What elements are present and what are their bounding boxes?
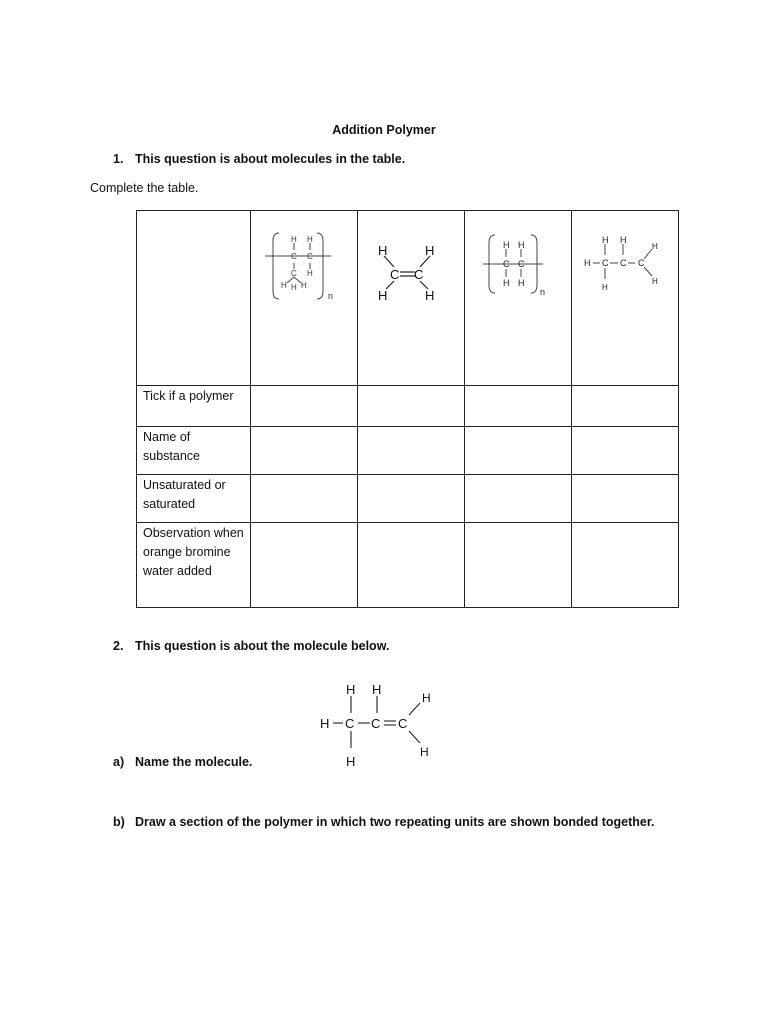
row-label-name: Name of substance: [137, 427, 251, 475]
struct3-c1: C: [503, 259, 510, 269]
question-2b-text: Draw a section of the polymer in which two repeating units are shown bonded together.: [135, 815, 655, 829]
struct1-h2: H: [307, 235, 313, 244]
struct2-c2: C: [414, 267, 424, 282]
answer-cell[interactable]: [251, 386, 358, 427]
question-1-text: This question is about molecules in the table.: [135, 152, 406, 166]
molecule-table: [136, 210, 679, 608]
struct1-h6: H: [301, 281, 307, 290]
table-row: [137, 523, 679, 608]
q2-c1: C: [345, 716, 355, 731]
struct1-n: n: [328, 291, 334, 301]
struct3-h1: H: [503, 240, 510, 250]
struct4-h2: H: [620, 235, 627, 245]
question-2-text: This question is about the molecule below.: [135, 639, 390, 653]
table-row: [137, 475, 679, 523]
struct3-h3: H: [503, 278, 510, 288]
question-2a-text: Name the molecule.: [135, 755, 253, 769]
question-2b-letter: b): [113, 815, 125, 829]
struct1-h5: H: [291, 283, 297, 292]
row-label-saturation: Unsaturated or saturated: [137, 475, 251, 523]
struct3-h2: H: [518, 240, 525, 250]
q2-c3: C: [398, 716, 408, 731]
struct2-c1: C: [390, 267, 400, 282]
answer-cell[interactable]: [465, 386, 572, 427]
page-title: Addition Polymer: [332, 123, 436, 137]
struct4-c1: C: [602, 258, 609, 268]
structure-1-diagram: [251, 211, 357, 311]
answer-cell[interactable]: [465, 427, 572, 475]
struct4-h3: H: [652, 242, 658, 251]
question-2: [113, 639, 389, 653]
struct3-h4: H: [518, 278, 525, 288]
instruction-text: Complete the table.: [90, 181, 199, 195]
answer-cell[interactable]: [358, 386, 465, 427]
answer-cell[interactable]: [358, 475, 465, 523]
struct3-c2: C: [518, 259, 525, 269]
answer-cell[interactable]: [251, 427, 358, 475]
table-row: [137, 386, 679, 427]
struct2-h1: H: [378, 243, 388, 258]
struct3-n: n: [540, 287, 546, 297]
q2-h2: H: [372, 682, 382, 697]
structure-2-diagram: [358, 211, 464, 311]
struct4-c2: C: [620, 258, 627, 268]
structure-cell-1: [251, 211, 358, 386]
question-1: [113, 152, 405, 166]
struct4-c3: C: [638, 258, 645, 268]
answer-cell[interactable]: [251, 475, 358, 523]
q2-h6: H: [346, 754, 356, 769]
question-2a-letter: a): [113, 755, 125, 769]
structure-3-diagram: [465, 211, 571, 311]
answer-cell[interactable]: [358, 523, 465, 608]
answer-cell[interactable]: [465, 523, 572, 608]
structure-cell-4: [572, 211, 679, 386]
struct1-h4: H: [281, 281, 287, 290]
structure-4-diagram: [572, 211, 678, 311]
row-label-polymer: Tick if a polymer: [137, 386, 251, 427]
struct1-h3: H: [307, 269, 313, 278]
struct1-c2: C: [307, 252, 313, 261]
structure-cell-3: [465, 211, 572, 386]
struct2-h3: H: [378, 288, 388, 303]
q2-h1: H: [346, 682, 356, 697]
answer-cell[interactable]: [251, 523, 358, 608]
struct1-c3: C: [291, 269, 297, 278]
q2-c2: C: [371, 716, 381, 731]
struct4-h4: H: [584, 258, 591, 268]
answer-cell[interactable]: [358, 427, 465, 475]
struct4-h5: H: [652, 277, 658, 286]
structure-row: [137, 211, 679, 386]
q2-h5: H: [420, 745, 429, 759]
struct1-c1: C: [291, 252, 297, 261]
question-2-number: 2.: [113, 639, 124, 653]
struct4-h6: H: [602, 283, 608, 292]
question-2a: [113, 755, 252, 769]
row-label-observation: Observation when orange bromine water added: [137, 523, 251, 608]
question-2-molecule-diagram: [310, 676, 450, 776]
answer-cell[interactable]: [572, 427, 679, 475]
answer-cell[interactable]: [572, 475, 679, 523]
answer-cell[interactable]: [572, 386, 679, 427]
struct4-h1: H: [602, 235, 609, 245]
struct2-h2: H: [425, 243, 435, 258]
question-2b: [113, 815, 655, 829]
structure-cell-2: [358, 211, 465, 386]
question-1-number: 1.: [113, 152, 124, 166]
table-row: [137, 427, 679, 475]
empty-header-cell: [137, 211, 251, 386]
q2-h4: H: [320, 716, 330, 731]
q2-h3: H: [422, 691, 431, 705]
answer-cell[interactable]: [465, 475, 572, 523]
answer-cell[interactable]: [572, 523, 679, 608]
struct2-h4: H: [425, 288, 435, 303]
struct1-h1: H: [291, 235, 297, 244]
